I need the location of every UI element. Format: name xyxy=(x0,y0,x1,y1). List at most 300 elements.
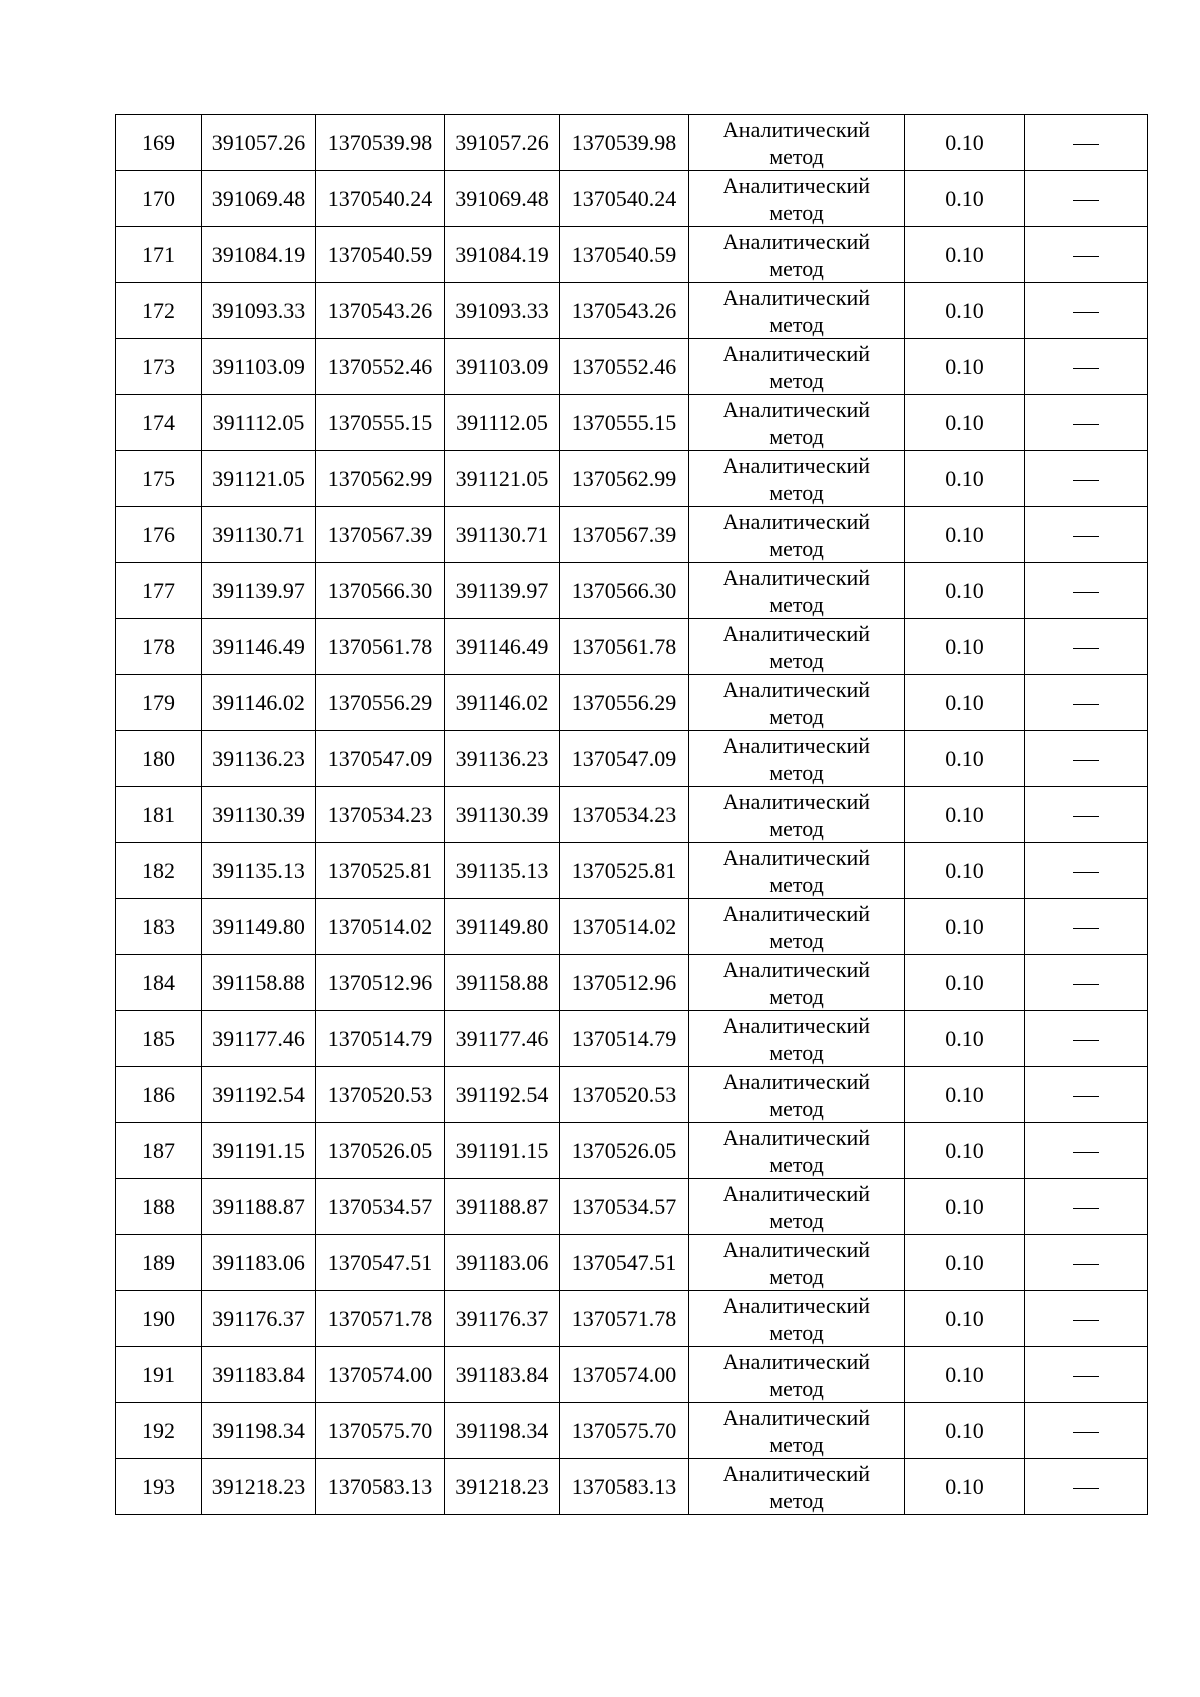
dash-mark xyxy=(1073,704,1099,705)
x-coordinate-cell: 391130.71 xyxy=(445,507,560,563)
method-line-1: Аналитический xyxy=(722,172,871,198)
accuracy-cell: 0.10 xyxy=(905,1011,1025,1067)
method-line-2: метод xyxy=(769,591,824,617)
note-cell xyxy=(1025,395,1148,451)
method-line-1: Аналитический xyxy=(722,228,871,254)
y-coordinate-cell: 1370583.13 xyxy=(316,1459,445,1515)
dash-mark xyxy=(1073,1432,1099,1433)
x-coordinate-cell: 391183.84 xyxy=(202,1347,316,1403)
table-row xyxy=(116,843,1148,899)
table-row xyxy=(116,339,1148,395)
method-line-1: Аналитический xyxy=(722,900,871,926)
x-coordinate-cell: 391176.37 xyxy=(445,1291,560,1347)
y-coordinate-cell: 1370555.15 xyxy=(560,395,689,451)
method-line-2: метод xyxy=(769,423,824,449)
dash-mark xyxy=(1073,424,1099,425)
x-coordinate-cell: 391191.15 xyxy=(202,1123,316,1179)
note-cell xyxy=(1025,1123,1148,1179)
y-coordinate-cell: 1370566.30 xyxy=(560,563,689,619)
method-line-1: Аналитический xyxy=(722,1236,871,1262)
y-coordinate-cell: 1370552.46 xyxy=(560,339,689,395)
method-line-2: метод xyxy=(769,1487,824,1513)
dash-mark xyxy=(1073,256,1099,257)
y-coordinate-cell: 1370540.59 xyxy=(316,227,445,283)
accuracy-cell: 0.10 xyxy=(905,1067,1025,1123)
method-line-1: Аналитический xyxy=(722,396,871,422)
x-coordinate-cell: 391130.39 xyxy=(202,787,316,843)
y-coordinate-cell: 1370514.79 xyxy=(560,1011,689,1067)
x-coordinate-cell: 391183.06 xyxy=(445,1235,560,1291)
accuracy-cell: 0.10 xyxy=(905,283,1025,339)
x-coordinate-cell: 391084.19 xyxy=(445,227,560,283)
method-cell xyxy=(689,1067,905,1123)
method-line-2: метод xyxy=(769,1095,824,1121)
accuracy-cell: 0.10 xyxy=(905,451,1025,507)
method-line-1: Аналитический xyxy=(722,732,871,758)
note-cell xyxy=(1025,1235,1148,1291)
accuracy-cell: 0.10 xyxy=(905,1459,1025,1515)
accuracy-cell: 0.10 xyxy=(905,1123,1025,1179)
note-cell xyxy=(1025,1459,1148,1515)
x-coordinate-cell: 391146.02 xyxy=(445,675,560,731)
y-coordinate-cell: 1370547.51 xyxy=(316,1235,445,1291)
method-line-2: метод xyxy=(769,199,824,225)
point-number-cell: 189 xyxy=(116,1235,202,1291)
x-coordinate-cell: 391112.05 xyxy=(445,395,560,451)
x-coordinate-cell: 391198.34 xyxy=(202,1403,316,1459)
point-number-cell: 179 xyxy=(116,675,202,731)
dash-mark xyxy=(1073,1096,1099,1097)
method-line-2: метод xyxy=(769,143,824,169)
accuracy-cell: 0.10 xyxy=(905,731,1025,787)
note-cell xyxy=(1025,1403,1148,1459)
point-number-cell: 186 xyxy=(116,1067,202,1123)
table-row xyxy=(116,115,1148,171)
y-coordinate-cell: 1370539.98 xyxy=(316,115,445,171)
note-cell xyxy=(1025,619,1148,675)
y-coordinate-cell: 1370534.23 xyxy=(560,787,689,843)
method-cell xyxy=(689,1403,905,1459)
method-line-1: Аналитический xyxy=(722,1068,871,1094)
y-coordinate-cell: 1370567.39 xyxy=(316,507,445,563)
note-cell xyxy=(1025,227,1148,283)
method-cell xyxy=(689,227,905,283)
method-line-2: метод xyxy=(769,1039,824,1065)
method-line-1: Аналитический xyxy=(722,844,871,870)
y-coordinate-cell: 1370575.70 xyxy=(316,1403,445,1459)
method-line-2: метод xyxy=(769,479,824,505)
accuracy-cell: 0.10 xyxy=(905,787,1025,843)
x-coordinate-cell: 391192.54 xyxy=(445,1067,560,1123)
note-cell xyxy=(1025,283,1148,339)
method-cell xyxy=(689,1179,905,1235)
dash-mark xyxy=(1073,200,1099,201)
x-coordinate-cell: 391130.39 xyxy=(445,787,560,843)
x-coordinate-cell: 391069.48 xyxy=(202,171,316,227)
table-row xyxy=(116,1403,1148,1459)
x-coordinate-cell: 391103.09 xyxy=(202,339,316,395)
method-line-2: метод xyxy=(769,1151,824,1177)
accuracy-cell: 0.10 xyxy=(905,1347,1025,1403)
accuracy-cell: 0.10 xyxy=(905,675,1025,731)
point-number-cell: 184 xyxy=(116,955,202,1011)
point-number-cell: 188 xyxy=(116,1179,202,1235)
table-row xyxy=(116,395,1148,451)
table-row xyxy=(116,507,1148,563)
x-coordinate-cell: 391149.80 xyxy=(445,899,560,955)
y-coordinate-cell: 1370583.13 xyxy=(560,1459,689,1515)
note-cell xyxy=(1025,1011,1148,1067)
y-coordinate-cell: 1370556.29 xyxy=(316,675,445,731)
y-coordinate-cell: 1370520.53 xyxy=(560,1067,689,1123)
method-cell xyxy=(689,675,905,731)
accuracy-cell: 0.10 xyxy=(905,899,1025,955)
y-coordinate-cell: 1370567.39 xyxy=(560,507,689,563)
note-cell xyxy=(1025,451,1148,507)
dash-mark xyxy=(1073,928,1099,929)
method-cell xyxy=(689,1347,905,1403)
x-coordinate-cell: 391188.87 xyxy=(202,1179,316,1235)
method-line-2: метод xyxy=(769,1207,824,1233)
point-number-cell: 180 xyxy=(116,731,202,787)
x-coordinate-cell: 391183.06 xyxy=(202,1235,316,1291)
method-line-2: метод xyxy=(769,927,824,953)
method-line-2: метод xyxy=(769,703,824,729)
y-coordinate-cell: 1370566.30 xyxy=(316,563,445,619)
method-line-1: Аналитический xyxy=(722,284,871,310)
y-coordinate-cell: 1370561.78 xyxy=(560,619,689,675)
y-coordinate-cell: 1370514.79 xyxy=(316,1011,445,1067)
note-cell xyxy=(1025,731,1148,787)
method-line-1: Аналитический xyxy=(722,1460,871,1486)
y-coordinate-cell: 1370543.26 xyxy=(560,283,689,339)
method-cell xyxy=(689,731,905,787)
y-coordinate-cell: 1370525.81 xyxy=(316,843,445,899)
y-coordinate-cell: 1370571.78 xyxy=(316,1291,445,1347)
accuracy-cell: 0.10 xyxy=(905,955,1025,1011)
y-coordinate-cell: 1370562.99 xyxy=(316,451,445,507)
table-row xyxy=(116,899,1148,955)
y-coordinate-cell: 1370540.59 xyxy=(560,227,689,283)
y-coordinate-cell: 1370526.05 xyxy=(560,1123,689,1179)
x-coordinate-cell: 391177.46 xyxy=(445,1011,560,1067)
note-cell xyxy=(1025,171,1148,227)
accuracy-cell: 0.10 xyxy=(905,339,1025,395)
method-cell xyxy=(689,1459,905,1515)
x-coordinate-cell: 391121.05 xyxy=(445,451,560,507)
y-coordinate-cell: 1370539.98 xyxy=(560,115,689,171)
table-row xyxy=(116,563,1148,619)
method-line-1: Аналитический xyxy=(722,788,871,814)
x-coordinate-cell: 391103.09 xyxy=(445,339,560,395)
x-coordinate-cell: 391146.49 xyxy=(445,619,560,675)
x-coordinate-cell: 391139.97 xyxy=(202,563,316,619)
accuracy-cell: 0.10 xyxy=(905,1403,1025,1459)
method-line-1: Аналитический xyxy=(722,1404,871,1430)
point-number-cell: 193 xyxy=(116,1459,202,1515)
method-line-2: метод xyxy=(769,535,824,561)
note-cell xyxy=(1025,899,1148,955)
dash-mark xyxy=(1073,1488,1099,1489)
point-number-cell: 187 xyxy=(116,1123,202,1179)
x-coordinate-cell: 391093.33 xyxy=(202,283,316,339)
point-number-cell: 174 xyxy=(116,395,202,451)
point-number-cell: 175 xyxy=(116,451,202,507)
table-row xyxy=(116,1235,1148,1291)
x-coordinate-cell: 391146.49 xyxy=(202,619,316,675)
method-line-1: Аналитический xyxy=(722,620,871,646)
table-row xyxy=(116,1347,1148,1403)
y-coordinate-cell: 1370540.24 xyxy=(316,171,445,227)
method-line-1: Аналитический xyxy=(722,1180,871,1206)
x-coordinate-cell: 391136.23 xyxy=(445,731,560,787)
y-coordinate-cell: 1370534.57 xyxy=(316,1179,445,1235)
accuracy-cell: 0.10 xyxy=(905,171,1025,227)
table-row xyxy=(116,1011,1148,1067)
dash-mark xyxy=(1073,592,1099,593)
method-cell xyxy=(689,1011,905,1067)
method-line-2: метод xyxy=(769,1431,824,1457)
method-line-2: метод xyxy=(769,1263,824,1289)
table-row xyxy=(116,619,1148,675)
point-number-cell: 191 xyxy=(116,1347,202,1403)
y-coordinate-cell: 1370526.05 xyxy=(316,1123,445,1179)
method-cell xyxy=(689,171,905,227)
x-coordinate-cell: 391057.26 xyxy=(445,115,560,171)
dash-mark xyxy=(1073,480,1099,481)
method-cell xyxy=(689,507,905,563)
method-line-1: Аналитический xyxy=(722,1012,871,1038)
method-line-1: Аналитический xyxy=(722,1348,871,1374)
note-cell xyxy=(1025,1067,1148,1123)
y-coordinate-cell: 1370547.09 xyxy=(316,731,445,787)
method-line-1: Аналитический xyxy=(722,452,871,478)
accuracy-cell: 0.10 xyxy=(905,619,1025,675)
method-line-1: Аналитический xyxy=(722,116,871,142)
y-coordinate-cell: 1370520.53 xyxy=(316,1067,445,1123)
point-number-cell: 171 xyxy=(116,227,202,283)
method-line-2: метод xyxy=(769,815,824,841)
y-coordinate-cell: 1370562.99 xyxy=(560,451,689,507)
point-number-cell: 169 xyxy=(116,115,202,171)
x-coordinate-cell: 391093.33 xyxy=(445,283,560,339)
table-row xyxy=(116,283,1148,339)
x-coordinate-cell: 391198.34 xyxy=(445,1403,560,1459)
y-coordinate-cell: 1370575.70 xyxy=(560,1403,689,1459)
y-coordinate-cell: 1370514.02 xyxy=(560,899,689,955)
note-cell xyxy=(1025,339,1148,395)
dash-mark xyxy=(1073,1376,1099,1377)
dash-mark xyxy=(1073,1264,1099,1265)
x-coordinate-cell: 391057.26 xyxy=(202,115,316,171)
method-line-2: метод xyxy=(769,367,824,393)
method-line-1: Аналитический xyxy=(722,1292,871,1318)
y-coordinate-cell: 1370512.96 xyxy=(560,955,689,1011)
method-cell xyxy=(689,1235,905,1291)
dash-mark xyxy=(1073,816,1099,817)
y-coordinate-cell: 1370561.78 xyxy=(316,619,445,675)
dash-mark xyxy=(1073,368,1099,369)
table-row xyxy=(116,955,1148,1011)
x-coordinate-cell: 391139.97 xyxy=(445,563,560,619)
table-row xyxy=(116,227,1148,283)
table-row xyxy=(116,171,1148,227)
point-number-cell: 173 xyxy=(116,339,202,395)
method-cell xyxy=(689,843,905,899)
x-coordinate-cell: 391188.87 xyxy=(445,1179,560,1235)
method-line-1: Аналитический xyxy=(722,508,871,534)
x-coordinate-cell: 391146.02 xyxy=(202,675,316,731)
y-coordinate-cell: 1370547.09 xyxy=(560,731,689,787)
table-row xyxy=(116,1179,1148,1235)
coordinates-table xyxy=(115,114,1148,1515)
table-row xyxy=(116,675,1148,731)
method-line-1: Аналитический xyxy=(722,340,871,366)
note-cell xyxy=(1025,955,1148,1011)
method-line-1: Аналитический xyxy=(722,1124,871,1150)
note-cell xyxy=(1025,507,1148,563)
method-cell xyxy=(689,1291,905,1347)
x-coordinate-cell: 391158.88 xyxy=(445,955,560,1011)
method-cell xyxy=(689,955,905,1011)
method-cell xyxy=(689,115,905,171)
y-coordinate-cell: 1370514.02 xyxy=(316,899,445,955)
x-coordinate-cell: 391176.37 xyxy=(202,1291,316,1347)
point-number-cell: 172 xyxy=(116,283,202,339)
y-coordinate-cell: 1370555.15 xyxy=(316,395,445,451)
point-number-cell: 177 xyxy=(116,563,202,619)
method-line-2: метод xyxy=(769,311,824,337)
point-number-cell: 181 xyxy=(116,787,202,843)
dash-mark xyxy=(1073,984,1099,985)
accuracy-cell: 0.10 xyxy=(905,115,1025,171)
x-coordinate-cell: 391218.23 xyxy=(445,1459,560,1515)
x-coordinate-cell: 391183.84 xyxy=(445,1347,560,1403)
table-row xyxy=(116,731,1148,787)
method-cell xyxy=(689,787,905,843)
point-number-cell: 178 xyxy=(116,619,202,675)
y-coordinate-cell: 1370534.23 xyxy=(316,787,445,843)
accuracy-cell: 0.10 xyxy=(905,1235,1025,1291)
note-cell xyxy=(1025,563,1148,619)
accuracy-cell: 0.10 xyxy=(905,1179,1025,1235)
method-line-2: метод xyxy=(769,1375,824,1401)
x-coordinate-cell: 391121.05 xyxy=(202,451,316,507)
y-coordinate-cell: 1370512.96 xyxy=(316,955,445,1011)
table-row xyxy=(116,787,1148,843)
dash-mark xyxy=(1073,648,1099,649)
note-cell xyxy=(1025,1179,1148,1235)
x-coordinate-cell: 391191.15 xyxy=(445,1123,560,1179)
table-row xyxy=(116,1291,1148,1347)
y-coordinate-cell: 1370534.57 xyxy=(560,1179,689,1235)
table-row xyxy=(116,1459,1148,1515)
x-coordinate-cell: 391218.23 xyxy=(202,1459,316,1515)
method-line-2: метод xyxy=(769,1319,824,1345)
point-number-cell: 183 xyxy=(116,899,202,955)
method-line-2: метод xyxy=(769,759,824,785)
accuracy-cell: 0.10 xyxy=(905,227,1025,283)
accuracy-cell: 0.10 xyxy=(905,843,1025,899)
note-cell xyxy=(1025,843,1148,899)
method-cell xyxy=(689,451,905,507)
y-coordinate-cell: 1370574.00 xyxy=(560,1347,689,1403)
method-line-2: метод xyxy=(769,255,824,281)
method-line-1: Аналитический xyxy=(722,956,871,982)
point-number-cell: 192 xyxy=(116,1403,202,1459)
dash-mark xyxy=(1073,872,1099,873)
y-coordinate-cell: 1370571.78 xyxy=(560,1291,689,1347)
table-row xyxy=(116,1067,1148,1123)
dash-mark xyxy=(1073,1152,1099,1153)
y-coordinate-cell: 1370556.29 xyxy=(560,675,689,731)
y-coordinate-cell: 1370552.46 xyxy=(316,339,445,395)
note-cell xyxy=(1025,787,1148,843)
x-coordinate-cell: 391135.13 xyxy=(202,843,316,899)
method-line-2: метод xyxy=(769,647,824,673)
dash-mark xyxy=(1073,1040,1099,1041)
dash-mark xyxy=(1073,1320,1099,1321)
dash-mark xyxy=(1073,1208,1099,1209)
method-line-2: метод xyxy=(769,871,824,897)
point-number-cell: 185 xyxy=(116,1011,202,1067)
x-coordinate-cell: 391158.88 xyxy=(202,955,316,1011)
x-coordinate-cell: 391177.46 xyxy=(202,1011,316,1067)
table-body xyxy=(116,115,1148,1515)
point-number-cell: 190 xyxy=(116,1291,202,1347)
x-coordinate-cell: 391112.05 xyxy=(202,395,316,451)
method-cell xyxy=(689,283,905,339)
accuracy-cell: 0.10 xyxy=(905,563,1025,619)
x-coordinate-cell: 391135.13 xyxy=(445,843,560,899)
point-number-cell: 176 xyxy=(116,507,202,563)
table-row xyxy=(116,1123,1148,1179)
note-cell xyxy=(1025,675,1148,731)
y-coordinate-cell: 1370543.26 xyxy=(316,283,445,339)
note-cell xyxy=(1025,115,1148,171)
method-cell xyxy=(689,1123,905,1179)
y-coordinate-cell: 1370525.81 xyxy=(560,843,689,899)
accuracy-cell: 0.10 xyxy=(905,507,1025,563)
y-coordinate-cell: 1370574.00 xyxy=(316,1347,445,1403)
x-coordinate-cell: 391192.54 xyxy=(202,1067,316,1123)
x-coordinate-cell: 391069.48 xyxy=(445,171,560,227)
x-coordinate-cell: 391130.71 xyxy=(202,507,316,563)
method-cell xyxy=(689,563,905,619)
point-number-cell: 182 xyxy=(116,843,202,899)
method-cell xyxy=(689,899,905,955)
y-coordinate-cell: 1370547.51 xyxy=(560,1235,689,1291)
note-cell xyxy=(1025,1347,1148,1403)
x-coordinate-cell: 391136.23 xyxy=(202,731,316,787)
method-line-1: Аналитический xyxy=(722,676,871,702)
method-line-1: Аналитический xyxy=(722,564,871,590)
y-coordinate-cell: 1370540.24 xyxy=(560,171,689,227)
point-number-cell: 170 xyxy=(116,171,202,227)
dash-mark xyxy=(1073,760,1099,761)
accuracy-cell: 0.10 xyxy=(905,395,1025,451)
method-cell xyxy=(689,395,905,451)
note-cell xyxy=(1025,1291,1148,1347)
method-cell xyxy=(689,339,905,395)
table-row xyxy=(116,451,1148,507)
x-coordinate-cell: 391149.80 xyxy=(202,899,316,955)
dash-mark xyxy=(1073,144,1099,145)
x-coordinate-cell: 391084.19 xyxy=(202,227,316,283)
method-cell xyxy=(689,619,905,675)
method-line-2: метод xyxy=(769,983,824,1009)
accuracy-cell: 0.10 xyxy=(905,1291,1025,1347)
